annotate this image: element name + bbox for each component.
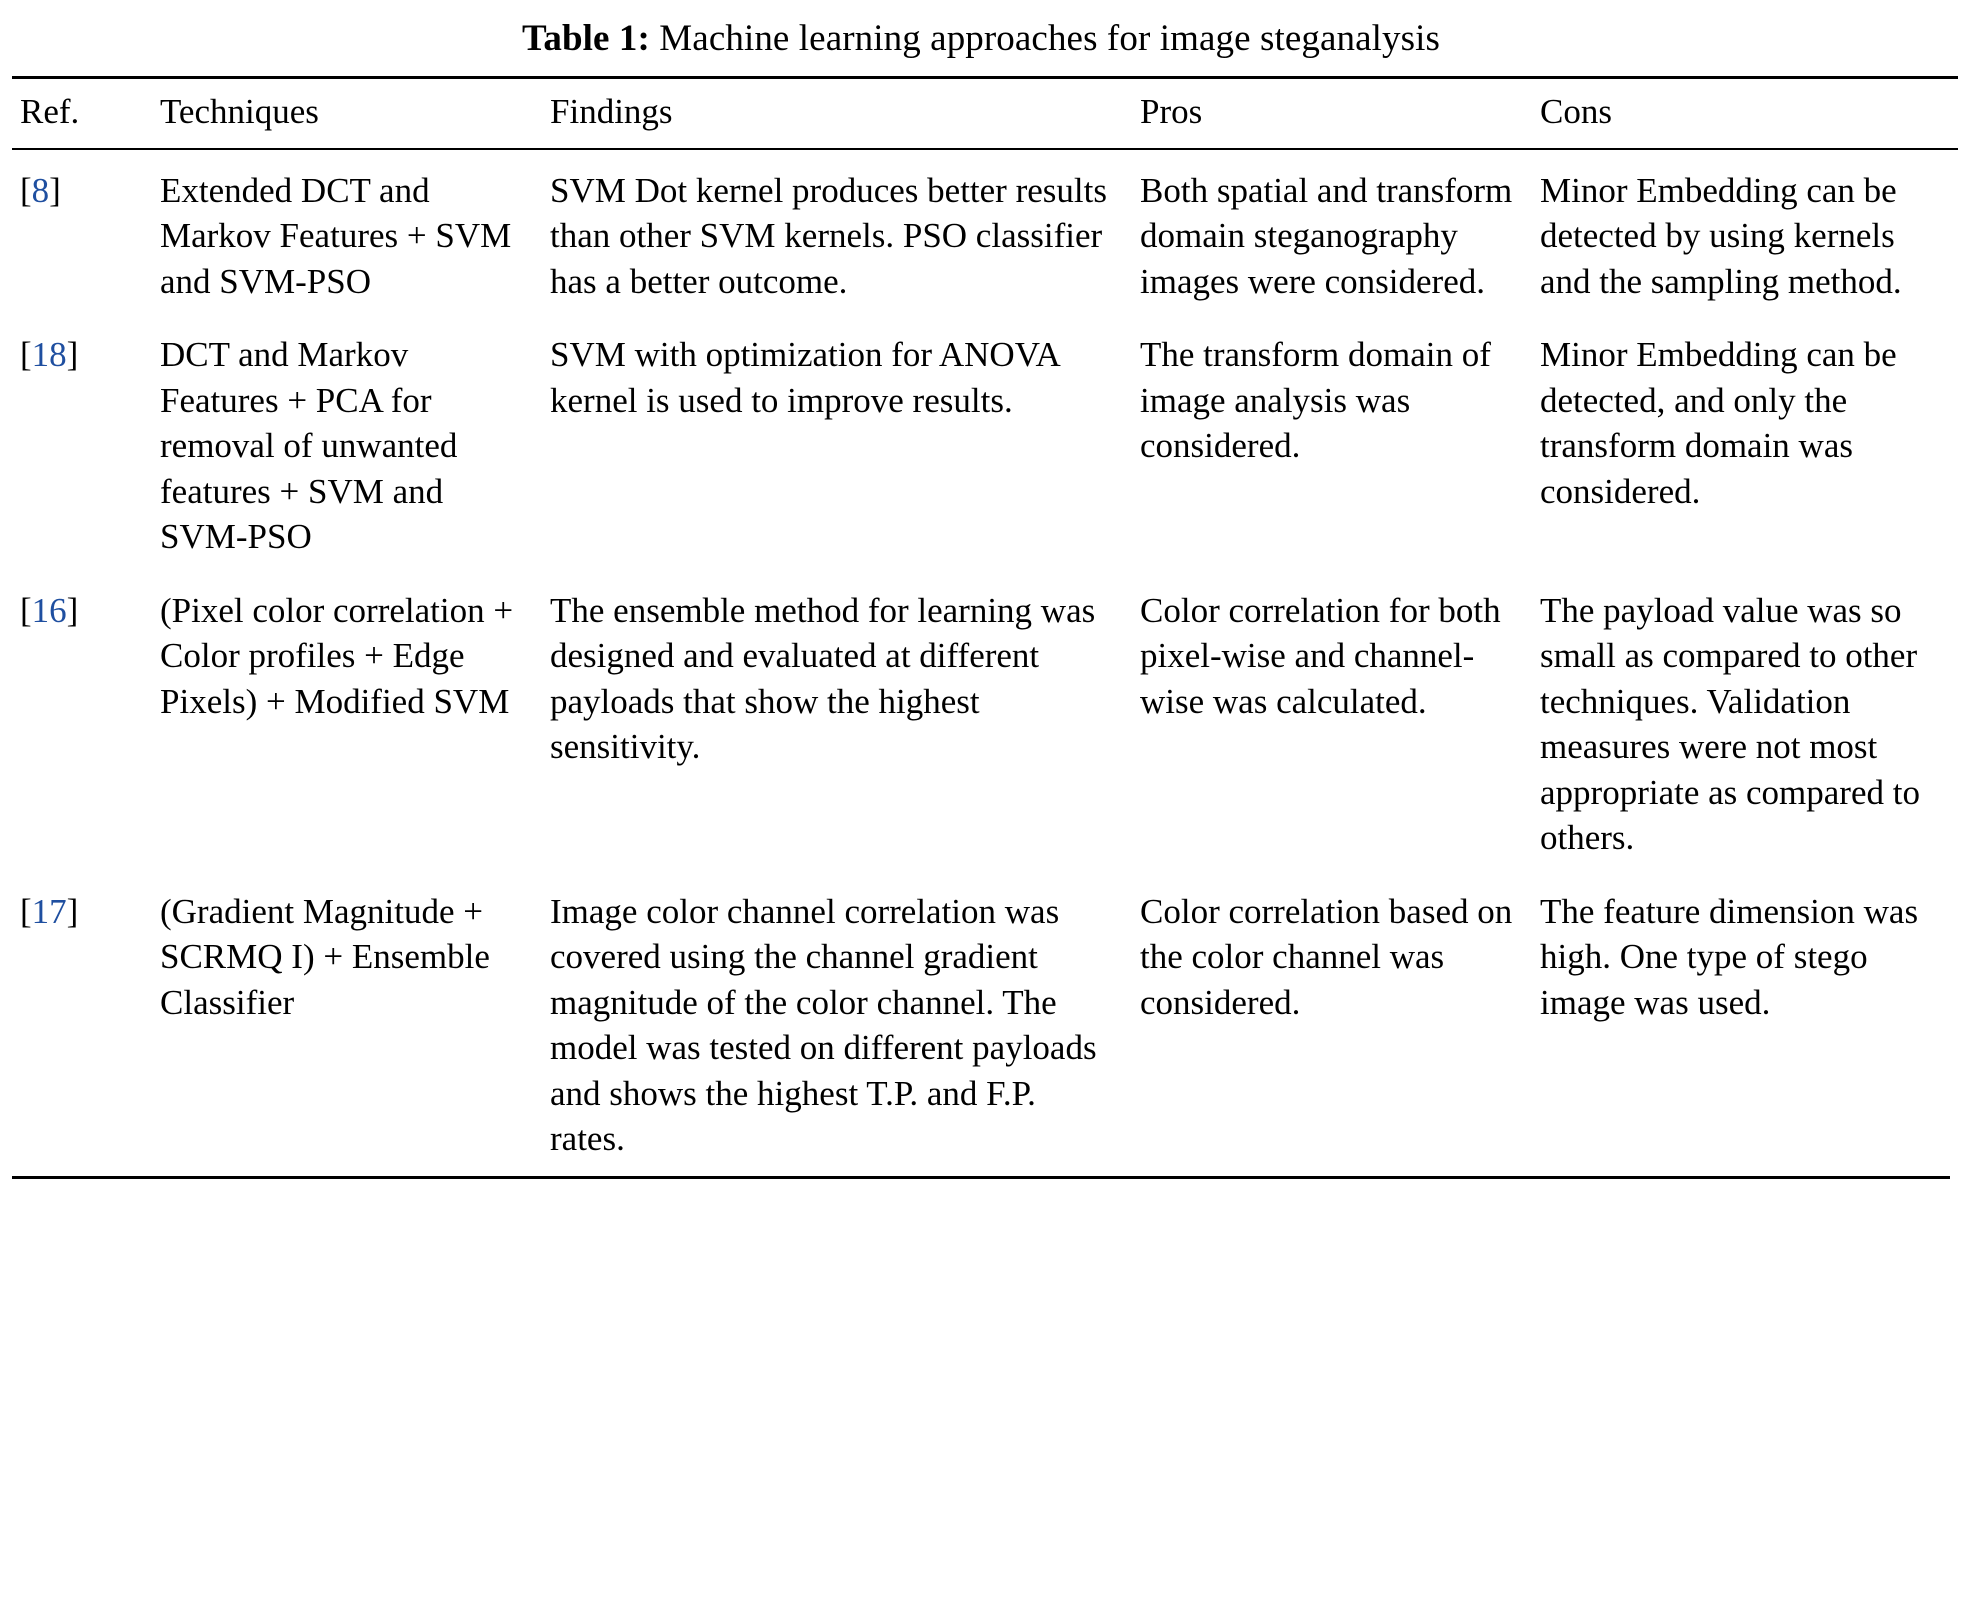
bracket-close: ]: [66, 891, 79, 931]
caption-label: Table 1:: [522, 18, 650, 59]
cell-cons: Minor Embedding can be detected, and only the transform domain was considered.: [1540, 335, 1897, 511]
table-bottom-rule: [12, 1176, 1950, 1179]
cell-techniques: (Gradient Magnitude + SCRMQ I) + Ensemble Classifier: [160, 891, 490, 1022]
cell-techniques: (Pixel color correlation + Color profiles + Edge Pixels) + Modified SVM: [160, 590, 514, 721]
cell-ref: [12, 875, 152, 1176]
table-container: [8, 76, 1954, 1179]
reference-link[interactable]: 16: [31, 590, 67, 630]
table-row: [12, 875, 1958, 1176]
bracket-close: ]: [66, 590, 79, 630]
bracket-open: [: [20, 170, 32, 210]
cell-pros: The transform domain of image analysis was considered.: [1140, 335, 1491, 466]
cell-findings: Image color channel correlation was covered using the channel gradient magnitude of the color channel. The model was tested on different payloads and shows the highest T.P. and F.P. rates.: [550, 891, 1097, 1159]
cell-techniques: Extended DCT and Markov Features + SVM and SVM-PSO: [160, 170, 512, 301]
cell-techniques: DCT and Markov Features + PCA for removal of unwanted features + SVM and SVM-PSO: [160, 335, 458, 557]
bracket-close: ]: [66, 335, 79, 375]
column-header-cons: Cons: [1532, 78, 1958, 149]
caption-text: Machine learning approaches for image steganalysis: [659, 18, 1440, 59]
table-row: [12, 318, 1958, 574]
table-header: [12, 78, 1958, 149]
reference-link[interactable]: 18: [31, 335, 67, 375]
cell-ref: [12, 318, 152, 574]
table-body: [12, 149, 1958, 1176]
cell-findings: SVM Dot kernel produces better results than other SVM kernels. PSO classifier has a better outcome.: [550, 170, 1107, 301]
column-header-ref: Ref.: [12, 78, 152, 149]
reference-link[interactable]: 8: [31, 170, 50, 210]
cell-cons: The feature dimension was high. One type of stego image was used.: [1540, 891, 1919, 1022]
cell-findings: SVM with optimization for ANOVA kernel is used to improve results.: [550, 335, 1059, 420]
cell-pros: Color correlation based on the color channel was considered.: [1140, 891, 1513, 1022]
column-header-techniques: Techniques: [152, 78, 542, 149]
bracket-open: [: [20, 335, 32, 375]
cell-ref: [12, 574, 152, 875]
column-header-findings: Findings: [542, 78, 1132, 149]
cell-pros: Both spatial and transform domain steganography images were considered.: [1140, 170, 1513, 301]
table-row: [12, 149, 1958, 319]
bracket-close: ]: [49, 170, 61, 210]
column-header-pros: Pros: [1132, 78, 1532, 149]
bracket-open: [: [20, 590, 32, 630]
cell-cons: Minor Embedding can be detected by using kernels and the sampling method.: [1540, 170, 1902, 301]
reference-link[interactable]: 17: [31, 891, 67, 931]
table-header-row: [12, 78, 1958, 149]
bracket-open: [: [20, 891, 32, 931]
cell-ref: [12, 149, 152, 319]
table-caption: [8, 16, 1954, 62]
cell-cons: The payload value was so small as compared to other techniques. Validation measures were not most appropriate as compared to others.: [1540, 590, 1920, 858]
machine-learning-approaches-table: [12, 76, 1958, 1176]
cell-pros: Color correlation for both pixel-wise and channel-wise was calculated.: [1140, 590, 1501, 721]
table-row: [12, 574, 1958, 875]
cell-findings: The ensemble method for learning was designed and evaluated at different payloads that show the highest sensitivity.: [550, 590, 1096, 767]
